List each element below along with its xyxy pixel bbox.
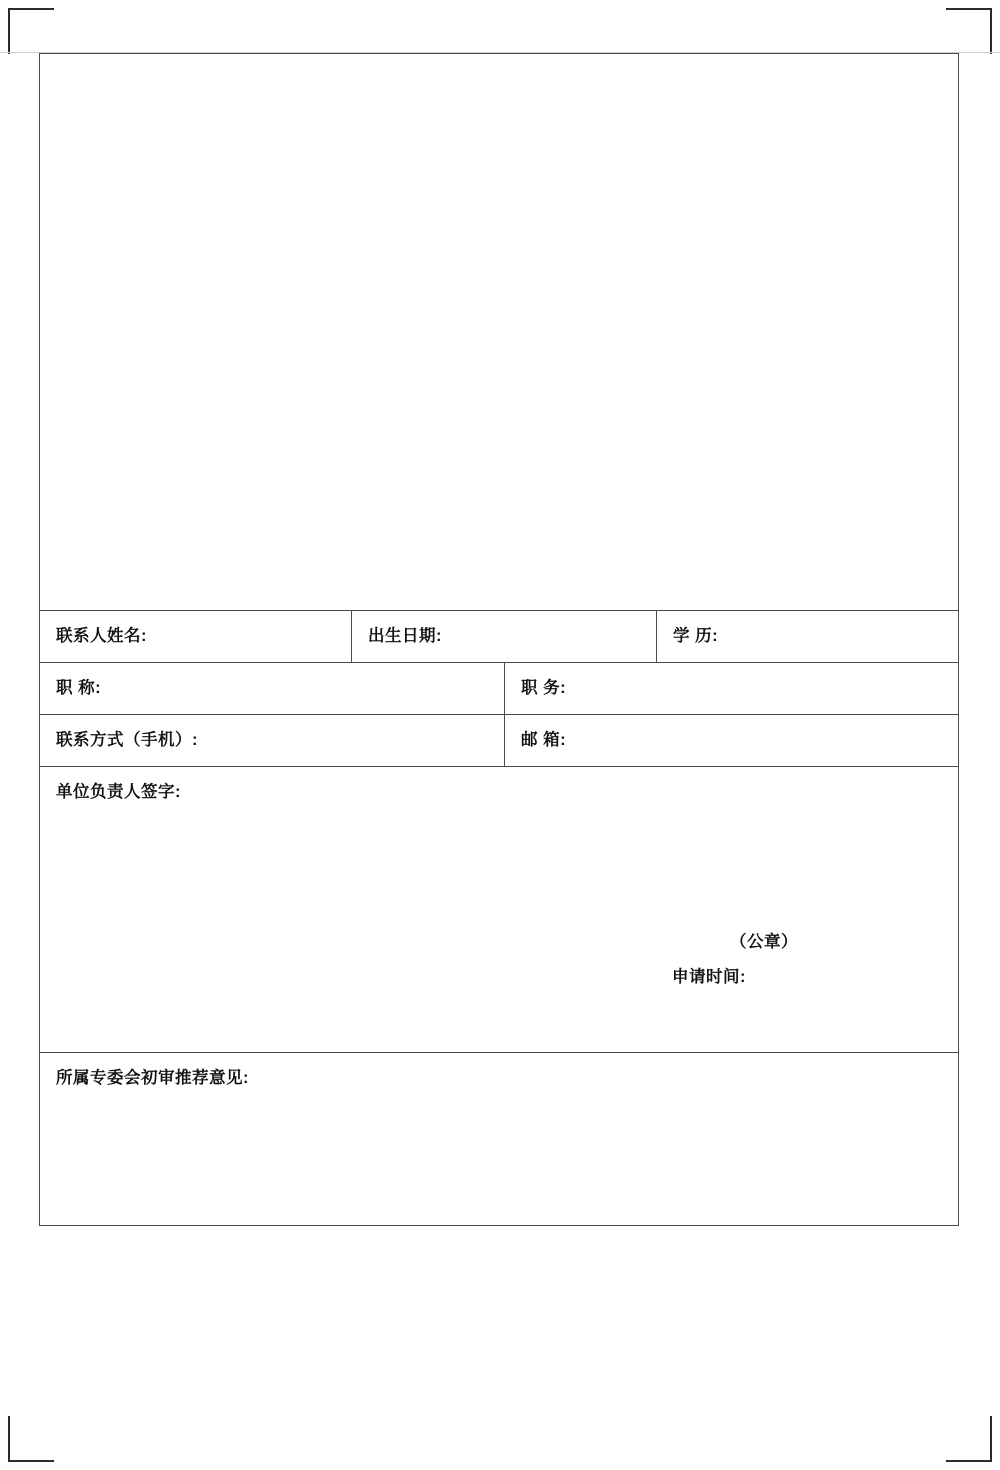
table-row-contact-info [40, 715, 958, 767]
birth-date-label[interactable]: 出生日期: [351, 611, 656, 662]
crop-mark-bottom-left [8, 1416, 54, 1462]
email-label[interactable]: 邮 箱: [504, 715, 958, 766]
application-date-label[interactable]: 申请时间: [672, 967, 746, 986]
table-row-title [40, 663, 958, 715]
table-row-contact [40, 611, 958, 663]
blank-content-cell[interactable] [40, 54, 958, 610]
seal-and-date-area [672, 925, 798, 994]
professional-title-label[interactable]: 职 称: [56, 679, 102, 698]
table-row-signature [40, 767, 958, 1053]
application-form-table [39, 53, 959, 1226]
mobile-phone-label[interactable]: 联系方式（手机）: [56, 731, 198, 750]
committee-opinion-cell[interactable] [40, 1053, 958, 1225]
crop-mark-top-right [946, 8, 992, 54]
table-row-opinion [40, 1053, 958, 1226]
crop-mark-top-left [8, 8, 54, 54]
signature-label: 单位负责人签字: [56, 783, 181, 802]
job-position-label[interactable]: 职 务: [504, 663, 958, 714]
signature-cell[interactable] [40, 767, 958, 1052]
crop-mark-bottom-right [946, 1416, 992, 1462]
contact-name-label[interactable]: 联系人姓名: [56, 627, 147, 645]
education-label[interactable]: 学 历: [656, 611, 958, 662]
official-seal-text: （公章） [730, 933, 798, 951]
committee-opinion-label: 所属专委会初审推荐意见: [56, 1069, 249, 1088]
blank-content-row [40, 54, 958, 611]
